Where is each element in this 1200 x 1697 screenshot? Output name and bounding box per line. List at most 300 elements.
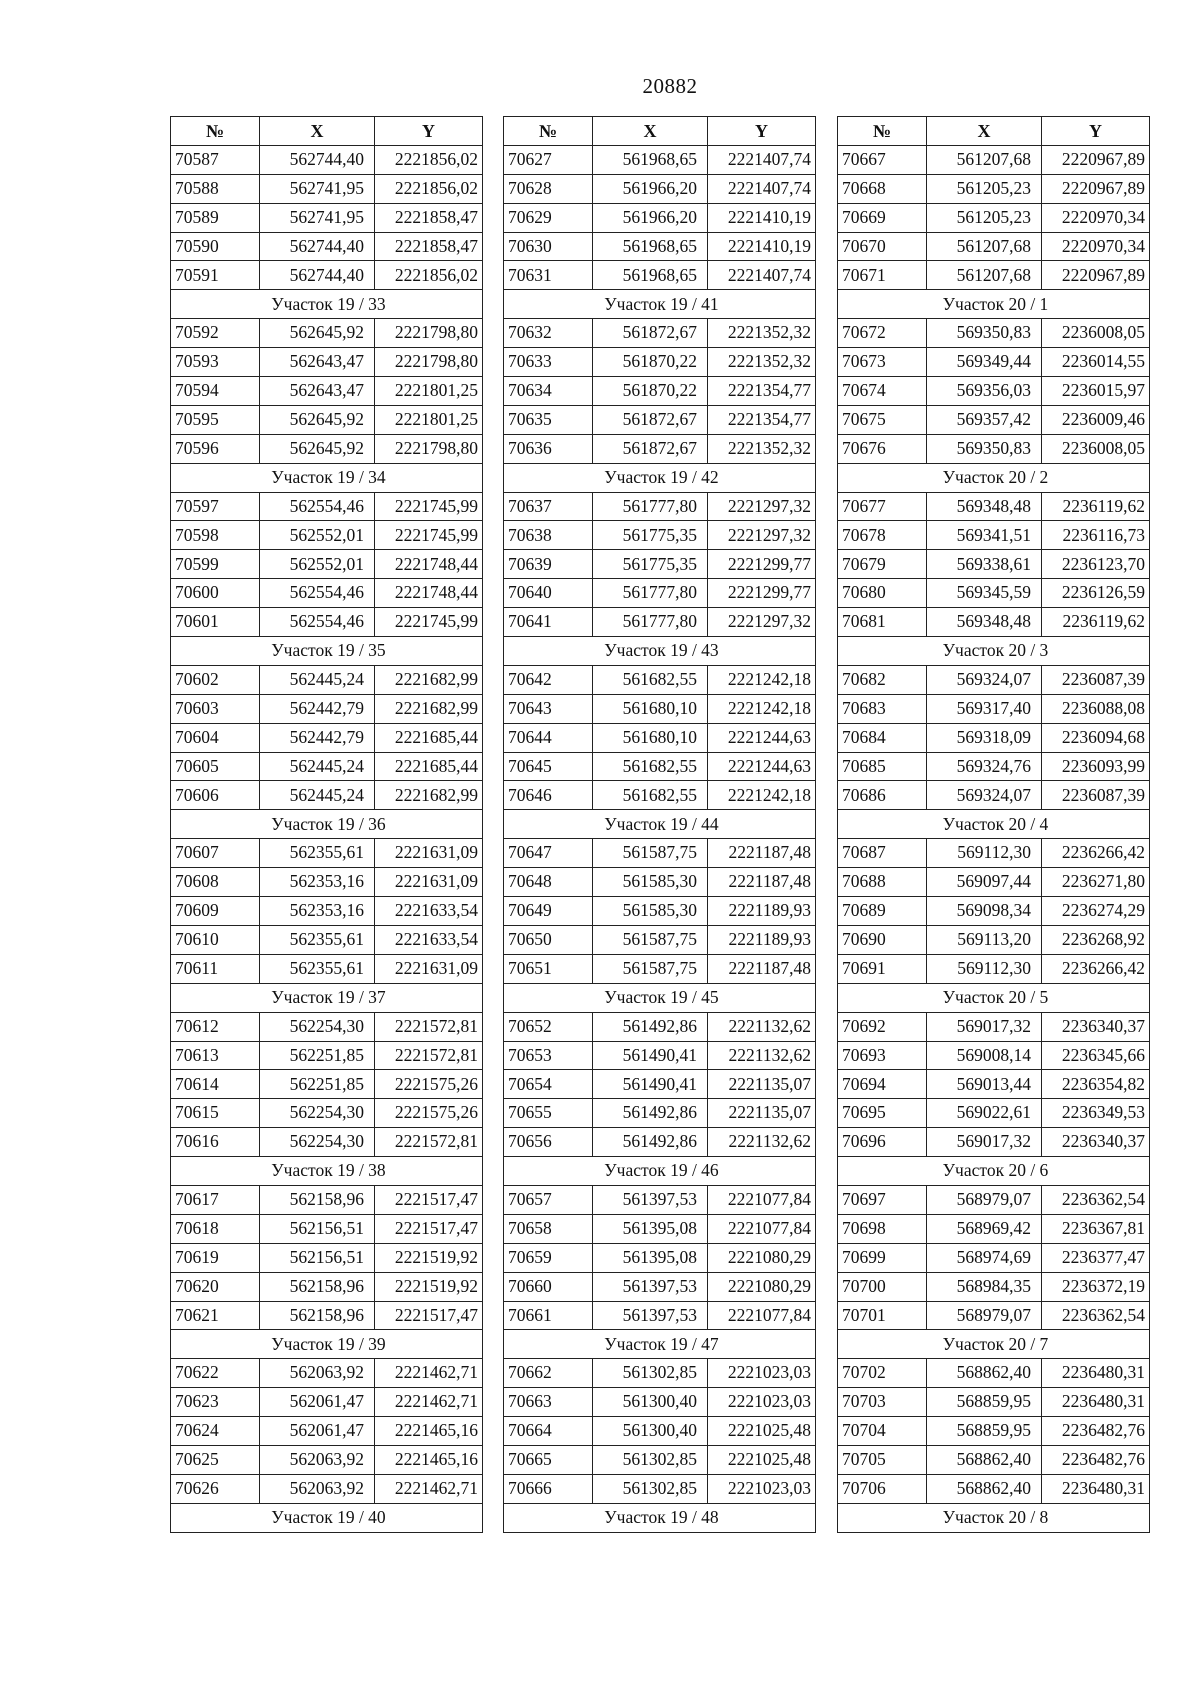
- x-coordinate: 561492,86: [593, 1128, 708, 1157]
- x-coordinate: 561872,67: [593, 319, 708, 348]
- y-coordinate: 2236088,08: [1042, 694, 1150, 723]
- point-number: 70663: [504, 1388, 593, 1417]
- point-number: 70659: [504, 1243, 593, 1272]
- x-coordinate: 562554,46: [260, 608, 375, 637]
- y-coordinate: 2236123,70: [1042, 550, 1150, 579]
- y-coordinate: 2221189,93: [708, 925, 816, 954]
- y-coordinate: 2236340,37: [1042, 1012, 1150, 1041]
- y-coordinate: 2221462,71: [375, 1388, 483, 1417]
- table-row: [504, 925, 816, 954]
- table-row: [838, 781, 1150, 810]
- x-coordinate: 562353,16: [260, 897, 375, 926]
- table-row: [838, 1128, 1150, 1157]
- table-row: [504, 521, 816, 550]
- point-number: 70693: [838, 1041, 927, 1070]
- x-coordinate: 562643,47: [260, 348, 375, 377]
- table-row: [504, 1070, 816, 1099]
- coordinates-table-middle: [503, 116, 816, 1533]
- y-coordinate: 2236274,29: [1042, 897, 1150, 926]
- y-coordinate: 2221685,44: [375, 723, 483, 752]
- x-coordinate: 561207,68: [927, 232, 1042, 261]
- point-number: 70598: [171, 521, 260, 550]
- point-number: 70701: [838, 1301, 927, 1330]
- x-coordinate: 569017,32: [927, 1128, 1042, 1157]
- y-coordinate: 2221297,32: [708, 608, 816, 637]
- point-number: 70603: [171, 694, 260, 723]
- section-row: [504, 463, 816, 492]
- y-coordinate: 2221189,93: [708, 897, 816, 926]
- y-coordinate: 2221633,54: [375, 897, 483, 926]
- table-row: [171, 261, 483, 290]
- x-coordinate: 561777,80: [593, 579, 708, 608]
- point-number: 70645: [504, 752, 593, 781]
- table-row: [504, 1099, 816, 1128]
- y-coordinate: 2221132,62: [708, 1128, 816, 1157]
- point-number: 70655: [504, 1099, 593, 1128]
- point-number: 70656: [504, 1128, 593, 1157]
- table-row: [838, 839, 1150, 868]
- x-coordinate: 561775,35: [593, 521, 708, 550]
- table-row: [171, 1417, 483, 1446]
- table-row: [838, 348, 1150, 377]
- y-coordinate: 2236126,59: [1042, 579, 1150, 608]
- table-row: [171, 781, 483, 810]
- section-row: [171, 637, 483, 666]
- table-row: [171, 1099, 483, 1128]
- table-row: [838, 434, 1150, 463]
- x-coordinate: 562442,79: [260, 694, 375, 723]
- x-coordinate: 561205,23: [927, 174, 1042, 203]
- section-row: [171, 983, 483, 1012]
- table-row: [171, 1070, 483, 1099]
- y-coordinate: 2221407,74: [708, 261, 816, 290]
- point-number: 70676: [838, 434, 927, 463]
- table-row: [171, 145, 483, 174]
- y-coordinate: 2221745,99: [375, 521, 483, 550]
- table-row: [504, 492, 816, 521]
- y-coordinate: 2220967,89: [1042, 261, 1150, 290]
- point-number: 70619: [171, 1243, 260, 1272]
- point-number: 70596: [171, 434, 260, 463]
- section-label: Участок 20 / 3: [838, 637, 1150, 666]
- header-number: №: [838, 117, 927, 146]
- y-coordinate: 2236480,31: [1042, 1474, 1150, 1503]
- x-coordinate: 569098,34: [927, 897, 1042, 926]
- x-coordinate: 562063,92: [260, 1359, 375, 1388]
- y-coordinate: 2236015,97: [1042, 377, 1150, 406]
- x-coordinate: 568979,07: [927, 1185, 1042, 1214]
- y-coordinate: 2221407,74: [708, 174, 816, 203]
- point-number: 70662: [504, 1359, 593, 1388]
- section-row: [504, 1330, 816, 1359]
- point-number: 70705: [838, 1445, 927, 1474]
- table-row: [504, 348, 816, 377]
- y-coordinate: 2221023,03: [708, 1388, 816, 1417]
- table-row: [504, 665, 816, 694]
- table-row: [171, 550, 483, 579]
- section-label: Участок 19 / 45: [504, 983, 816, 1012]
- y-coordinate: 2236119,62: [1042, 608, 1150, 637]
- y-coordinate: 2221745,99: [375, 492, 483, 521]
- point-number: 70668: [838, 174, 927, 203]
- table-row: [838, 492, 1150, 521]
- section-row: [171, 1330, 483, 1359]
- table-row: [171, 897, 483, 926]
- table-row: [171, 1214, 483, 1243]
- y-coordinate: 2236093,99: [1042, 752, 1150, 781]
- y-coordinate: 2236116,73: [1042, 521, 1150, 550]
- y-coordinate: 2236268,92: [1042, 925, 1150, 954]
- table-row: [504, 1243, 816, 1272]
- x-coordinate: 569350,83: [927, 434, 1042, 463]
- point-number: 70613: [171, 1041, 260, 1070]
- point-number: 70702: [838, 1359, 927, 1388]
- y-coordinate: 2220970,34: [1042, 203, 1150, 232]
- y-coordinate: 2221297,32: [708, 492, 816, 521]
- x-coordinate: 569008,14: [927, 1041, 1042, 1070]
- x-coordinate: 562645,92: [260, 434, 375, 463]
- section-row: [838, 983, 1150, 1012]
- point-number: 70602: [171, 665, 260, 694]
- section-label: Участок 19 / 38: [171, 1157, 483, 1186]
- table-row: [504, 839, 816, 868]
- x-coordinate: 561205,23: [927, 203, 1042, 232]
- y-coordinate: 2221682,99: [375, 694, 483, 723]
- y-coordinate: 2221299,77: [708, 550, 816, 579]
- x-coordinate: 561302,85: [593, 1359, 708, 1388]
- point-number: 70635: [504, 405, 593, 434]
- x-coordinate: 561397,53: [593, 1272, 708, 1301]
- table-row: [838, 1214, 1150, 1243]
- point-number: 70614: [171, 1070, 260, 1099]
- section-row: [838, 1503, 1150, 1532]
- section-row: [504, 1503, 816, 1532]
- section-label: Участок 19 / 39: [171, 1330, 483, 1359]
- y-coordinate: 2236087,39: [1042, 781, 1150, 810]
- y-coordinate: 2221801,25: [375, 405, 483, 434]
- x-coordinate: 569324,76: [927, 752, 1042, 781]
- x-coordinate: 561492,86: [593, 1099, 708, 1128]
- x-coordinate: 562158,96: [260, 1272, 375, 1301]
- point-number: 70685: [838, 752, 927, 781]
- section-label: Участок 19 / 35: [171, 637, 483, 666]
- y-coordinate: 2236340,37: [1042, 1128, 1150, 1157]
- point-number: 70639: [504, 550, 593, 579]
- x-coordinate: 568862,40: [927, 1445, 1042, 1474]
- point-number: 70629: [504, 203, 593, 232]
- y-coordinate: 2221352,32: [708, 319, 816, 348]
- y-coordinate: 2221023,03: [708, 1359, 816, 1388]
- y-coordinate: 2221077,84: [708, 1214, 816, 1243]
- point-number: 70680: [838, 579, 927, 608]
- table-row: [838, 232, 1150, 261]
- table-row: [504, 1359, 816, 1388]
- y-coordinate: 2236480,31: [1042, 1388, 1150, 1417]
- x-coordinate: 561872,67: [593, 434, 708, 463]
- table-row: [504, 1012, 816, 1041]
- point-number: 70600: [171, 579, 260, 608]
- point-number: 70684: [838, 723, 927, 752]
- point-number: 70591: [171, 261, 260, 290]
- x-coordinate: 561587,75: [593, 925, 708, 954]
- table-header-row: [838, 117, 1150, 146]
- y-coordinate: 2221352,32: [708, 348, 816, 377]
- point-number: 70672: [838, 319, 927, 348]
- header-y: Y: [708, 117, 816, 146]
- y-coordinate: 2236345,66: [1042, 1041, 1150, 1070]
- x-coordinate: 562254,30: [260, 1128, 375, 1157]
- table-row: [504, 377, 816, 406]
- x-coordinate: 562552,01: [260, 521, 375, 550]
- x-coordinate: 569113,20: [927, 925, 1042, 954]
- table-row: [171, 579, 483, 608]
- table-body: [838, 145, 1150, 1532]
- point-number: 70700: [838, 1272, 927, 1301]
- table-row: [504, 1272, 816, 1301]
- section-label: Участок 19 / 33: [171, 290, 483, 319]
- x-coordinate: 562156,51: [260, 1214, 375, 1243]
- table-row: [838, 579, 1150, 608]
- section-label: Участок 20 / 6: [838, 1157, 1150, 1186]
- x-coordinate: 562061,47: [260, 1417, 375, 1446]
- section-label: Участок 19 / 42: [504, 463, 816, 492]
- y-coordinate: 2221856,02: [375, 174, 483, 203]
- y-coordinate: 2221631,09: [375, 868, 483, 897]
- point-number: 70654: [504, 1070, 593, 1099]
- point-number: 70594: [171, 377, 260, 406]
- point-number: 70597: [171, 492, 260, 521]
- y-coordinate: 2221462,71: [375, 1359, 483, 1388]
- x-coordinate: 562251,85: [260, 1041, 375, 1070]
- table-row: [504, 1128, 816, 1157]
- table-row: [171, 1272, 483, 1301]
- y-coordinate: 2221682,99: [375, 781, 483, 810]
- point-number: 70630: [504, 232, 593, 261]
- point-number: 70665: [504, 1445, 593, 1474]
- point-number: 70678: [838, 521, 927, 550]
- table-row: [504, 954, 816, 983]
- table-body: [171, 145, 483, 1532]
- section-label: Участок 19 / 36: [171, 810, 483, 839]
- point-number: 70638: [504, 521, 593, 550]
- point-number: 70588: [171, 174, 260, 203]
- table-row: [171, 1012, 483, 1041]
- table-row: [504, 145, 816, 174]
- point-number: 70648: [504, 868, 593, 897]
- section-row: [504, 290, 816, 319]
- section-label: Участок 19 / 34: [171, 463, 483, 492]
- y-coordinate: 2236377,47: [1042, 1243, 1150, 1272]
- y-coordinate: 2221135,07: [708, 1070, 816, 1099]
- point-number: 70627: [504, 145, 593, 174]
- x-coordinate: 562355,61: [260, 925, 375, 954]
- x-coordinate: 561968,65: [593, 232, 708, 261]
- y-coordinate: 2221575,26: [375, 1070, 483, 1099]
- section-row: [504, 1157, 816, 1186]
- table-row: [838, 1099, 1150, 1128]
- table-row: [838, 550, 1150, 579]
- table-row: [171, 752, 483, 781]
- y-coordinate: 2221187,48: [708, 868, 816, 897]
- point-number: 70642: [504, 665, 593, 694]
- table-row: [171, 348, 483, 377]
- x-coordinate: 569357,42: [927, 405, 1042, 434]
- x-coordinate: 568862,40: [927, 1474, 1042, 1503]
- point-number: 70589: [171, 203, 260, 232]
- point-number: 70606: [171, 781, 260, 810]
- header-y: Y: [1042, 117, 1150, 146]
- x-coordinate: 562353,16: [260, 868, 375, 897]
- point-number: 70608: [171, 868, 260, 897]
- x-coordinate: 562251,85: [260, 1070, 375, 1099]
- point-number: 70669: [838, 203, 927, 232]
- point-number: 70688: [838, 868, 927, 897]
- point-number: 70593: [171, 348, 260, 377]
- coordinates-table-left: [170, 116, 483, 1533]
- table-row: [171, 405, 483, 434]
- point-number: 70697: [838, 1185, 927, 1214]
- point-number: 70683: [838, 694, 927, 723]
- point-number: 70616: [171, 1128, 260, 1157]
- y-coordinate: 2236362,54: [1042, 1301, 1150, 1330]
- table-row: [504, 1417, 816, 1446]
- point-number: 70607: [171, 839, 260, 868]
- x-coordinate: 569341,51: [927, 521, 1042, 550]
- x-coordinate: 562442,79: [260, 723, 375, 752]
- x-coordinate: 561300,40: [593, 1417, 708, 1446]
- table-row: [838, 1359, 1150, 1388]
- x-coordinate: 561397,53: [593, 1301, 708, 1330]
- x-coordinate: 569318,09: [927, 723, 1042, 752]
- point-number: 70689: [838, 897, 927, 926]
- table-row: [838, 261, 1150, 290]
- table-body: [504, 145, 816, 1532]
- x-coordinate: 568859,95: [927, 1417, 1042, 1446]
- point-number: 70657: [504, 1185, 593, 1214]
- x-coordinate: 562554,46: [260, 579, 375, 608]
- table-row: [171, 174, 483, 203]
- point-number: 70612: [171, 1012, 260, 1041]
- y-coordinate: 2236271,80: [1042, 868, 1150, 897]
- y-coordinate: 2236008,05: [1042, 434, 1150, 463]
- section-label: Участок 20 / 1: [838, 290, 1150, 319]
- y-coordinate: 2221798,80: [375, 319, 483, 348]
- y-coordinate: 2236362,54: [1042, 1185, 1150, 1214]
- y-coordinate: 2236367,81: [1042, 1214, 1150, 1243]
- x-coordinate: 561680,10: [593, 723, 708, 752]
- table-row: [504, 897, 816, 926]
- y-coordinate: 2221682,99: [375, 665, 483, 694]
- x-coordinate: 568979,07: [927, 1301, 1042, 1330]
- table-row: [504, 550, 816, 579]
- point-number: 70681: [838, 608, 927, 637]
- point-number: 70625: [171, 1445, 260, 1474]
- y-coordinate: 2221410,19: [708, 203, 816, 232]
- point-number: 70640: [504, 579, 593, 608]
- x-coordinate: 561300,40: [593, 1388, 708, 1417]
- x-coordinate: 561870,22: [593, 377, 708, 406]
- point-number: 70633: [504, 348, 593, 377]
- table-row: [504, 405, 816, 434]
- y-coordinate: 2221517,47: [375, 1214, 483, 1243]
- table-row: [838, 405, 1150, 434]
- x-coordinate: 561680,10: [593, 694, 708, 723]
- y-coordinate: 2221077,84: [708, 1185, 816, 1214]
- x-coordinate: 561395,08: [593, 1214, 708, 1243]
- table-row: [171, 1128, 483, 1157]
- y-coordinate: 2221465,16: [375, 1417, 483, 1446]
- table-row: [504, 203, 816, 232]
- y-coordinate: 2221080,29: [708, 1243, 816, 1272]
- x-coordinate: 561777,80: [593, 608, 708, 637]
- table-row: [504, 1388, 816, 1417]
- table-row: [504, 781, 816, 810]
- section-row: [838, 1330, 1150, 1359]
- table-row: [171, 203, 483, 232]
- y-coordinate: 2236482,76: [1042, 1445, 1150, 1474]
- point-number: 70590: [171, 232, 260, 261]
- table-row: [504, 434, 816, 463]
- header-number: №: [504, 117, 593, 146]
- y-coordinate: 2221631,09: [375, 839, 483, 868]
- y-coordinate: 2221856,02: [375, 145, 483, 174]
- header-x: X: [927, 117, 1042, 146]
- x-coordinate: 561968,65: [593, 261, 708, 290]
- table-row: [171, 925, 483, 954]
- y-coordinate: 2221354,77: [708, 405, 816, 434]
- table-row: [838, 1041, 1150, 1070]
- point-number: 70643: [504, 694, 593, 723]
- table-row: [838, 752, 1150, 781]
- point-number: 70615: [171, 1099, 260, 1128]
- y-coordinate: 2221242,18: [708, 694, 816, 723]
- x-coordinate: 569338,61: [927, 550, 1042, 579]
- x-coordinate: 562744,40: [260, 261, 375, 290]
- y-coordinate: 2221519,92: [375, 1243, 483, 1272]
- y-coordinate: 2221519,92: [375, 1272, 483, 1301]
- table-row: [171, 954, 483, 983]
- point-number: 70610: [171, 925, 260, 954]
- x-coordinate: 561870,22: [593, 348, 708, 377]
- point-number: 70650: [504, 925, 593, 954]
- x-coordinate: 562645,92: [260, 405, 375, 434]
- x-coordinate: 562445,24: [260, 665, 375, 694]
- y-coordinate: 2221025,48: [708, 1417, 816, 1446]
- point-number: 70695: [838, 1099, 927, 1128]
- section-row: [504, 810, 816, 839]
- y-coordinate: 2221745,99: [375, 608, 483, 637]
- x-coordinate: 568862,40: [927, 1359, 1042, 1388]
- y-coordinate: 2236009,46: [1042, 405, 1150, 434]
- x-coordinate: 569350,83: [927, 319, 1042, 348]
- table-row: [504, 232, 816, 261]
- point-number: 70631: [504, 261, 593, 290]
- x-coordinate: 561490,41: [593, 1041, 708, 1070]
- point-number: 70628: [504, 174, 593, 203]
- section-label: Участок 20 / 4: [838, 810, 1150, 839]
- section-label: Участок 19 / 47: [504, 1330, 816, 1359]
- x-coordinate: 561395,08: [593, 1243, 708, 1272]
- table-row: [504, 1445, 816, 1474]
- y-coordinate: 2236119,62: [1042, 492, 1150, 521]
- y-coordinate: 2221631,09: [375, 954, 483, 983]
- y-coordinate: 2221244,63: [708, 723, 816, 752]
- point-number: 70652: [504, 1012, 593, 1041]
- point-number: 70649: [504, 897, 593, 926]
- point-number: 70699: [838, 1243, 927, 1272]
- point-number: 70704: [838, 1417, 927, 1446]
- table-row: [838, 1243, 1150, 1272]
